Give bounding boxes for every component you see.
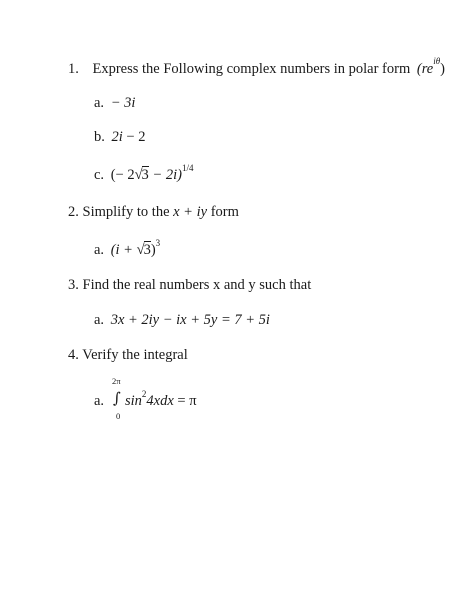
integral-upper-limit: 2π	[112, 376, 121, 386]
item-exponent: 3	[155, 238, 161, 248]
question-3-item-a	[94, 311, 270, 329]
item-label: a.	[94, 95, 105, 111]
question-2-text: Simplify to the	[82, 204, 170, 220]
question-2	[68, 203, 239, 221]
integral-lower-limit: 0	[116, 411, 121, 421]
square-root: √3	[136, 242, 151, 258]
question-3-text: Find the real numbers x and y such that	[82, 277, 312, 293]
item-label: b.	[94, 129, 105, 145]
question-2-item-a	[94, 238, 161, 260]
question-1-form-base: (re	[416, 61, 434, 77]
question-1-text: Express the Following complex numbers in polar form	[92, 61, 411, 77]
question-2-text-end: form	[210, 204, 239, 220]
item-expression-part-2: − 2	[122, 129, 146, 145]
integrand	[125, 389, 197, 411]
item-label: a.	[94, 242, 105, 258]
question-1-number: 1.	[68, 61, 79, 77]
integrand-argument: 4xdx	[146, 393, 174, 409]
question-1-item-a	[94, 94, 135, 112]
item-expression-part-1: 2i	[111, 129, 123, 145]
radicand: 3	[141, 167, 149, 183]
integral-result: = π	[173, 393, 197, 409]
question-4-text: Verify the integral	[82, 347, 188, 363]
question-2-number: 2.	[68, 204, 79, 220]
item-expression-close: )	[150, 242, 156, 258]
item-expression: 3x + 2iy − ix + 5y = 7 + 5i	[110, 312, 270, 328]
integral-sign-icon: ∫	[113, 389, 121, 407]
integrand-function: sin	[125, 393, 142, 409]
item-expression: − 3i	[110, 95, 136, 111]
question-4-number: 4.	[68, 347, 79, 363]
integrand-power: 2	[141, 389, 147, 399]
question-1	[68, 56, 446, 79]
question-1-item-b	[94, 128, 145, 146]
question-4-item-a	[94, 376, 294, 426]
radicand: 3	[143, 242, 151, 258]
item-label: a.	[94, 393, 105, 409]
item-expression-open: (i +	[110, 242, 137, 258]
item-label: a.	[94, 312, 105, 328]
item-expression-open: (− 2	[110, 167, 135, 183]
question-3	[68, 276, 311, 294]
square-root: √3	[134, 167, 149, 183]
question-1-item-c	[94, 163, 194, 185]
item-label: c.	[94, 167, 105, 183]
question-2-form: x + iy	[173, 204, 208, 220]
question-1-form-close: )	[440, 61, 446, 77]
question-4	[68, 346, 188, 364]
question-1-form-exp: iθ	[433, 56, 441, 66]
item-exponent: 1/4	[181, 163, 194, 173]
question-3-number: 3.	[68, 277, 79, 293]
item-expression-rest: − 2i)	[148, 167, 182, 183]
